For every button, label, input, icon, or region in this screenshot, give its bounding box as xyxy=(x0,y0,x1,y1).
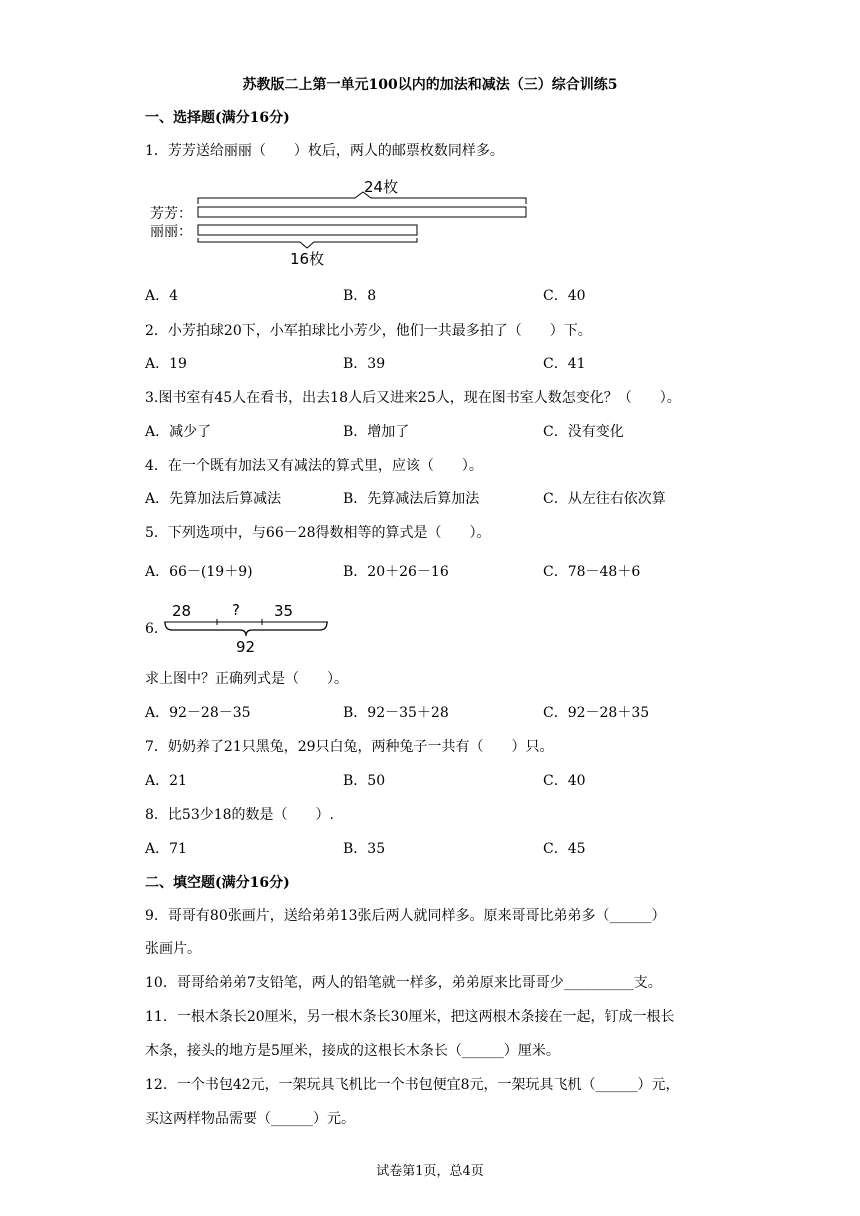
q5-option-b[interactable]: B．20＋26－16 xyxy=(343,564,449,580)
q2-option-b[interactable]: B．39 xyxy=(343,356,386,372)
q1-option-b[interactable]: B．8 xyxy=(343,288,377,304)
question-6: 求上图中？正确列式是（ ）。 xyxy=(145,671,348,687)
q7-option-c[interactable]: C．40 xyxy=(543,773,586,789)
question-10: 10．哥哥给弟弟7支铅笔，两人的铅笔就一样多，弟弟原来比哥哥少__________支。 xyxy=(145,975,662,991)
total-brace xyxy=(165,622,327,636)
q2-option-a[interactable]: A．19 xyxy=(145,356,187,372)
segment-label-a: 28 xyxy=(172,602,192,620)
q6-option-b[interactable]: B．92－35＋28 xyxy=(343,705,449,721)
question-9-line-1: 9．哥哥有80张画片，送给弟弟13张后两人就同样多。原来哥哥比弟弟多（______） xyxy=(145,908,666,924)
question-12-line-1: 12．一个书包42元，一架玩具飞机比一个书包便宜8元，一架玩具飞机（______）元， xyxy=(145,1077,680,1093)
page-footer: 试卷第1页，总4页 xyxy=(376,1164,484,1179)
bar-lili xyxy=(198,225,417,235)
q1-option-a[interactable]: A．4 xyxy=(145,288,179,304)
q8-option-c[interactable]: C．45 xyxy=(543,841,586,857)
stamp-bar-diagram xyxy=(150,172,540,272)
q3-option-b[interactable]: B．增加了 xyxy=(343,424,410,440)
segment-brace-diagram xyxy=(162,598,334,656)
section-heading-fill: 二、填空题(满分16分) xyxy=(145,875,290,891)
q8-option-b[interactable]: B．35 xyxy=(343,841,386,857)
q2-option-c[interactable]: C．41 xyxy=(543,356,586,372)
question-7: 7．奶奶养了21只黑兔，29只白兔，两种兔子一共有（ ）只。 xyxy=(145,739,554,755)
segment-label-c: 35 xyxy=(274,602,294,620)
q5-option-c[interactable]: C．78－48＋6 xyxy=(543,564,641,580)
question-5: 5．下列选项中，与66－28得数相等的算式是（ ）。 xyxy=(145,525,491,541)
total-label: 92 xyxy=(236,638,256,656)
q1-option-c[interactable]: C．40 xyxy=(543,288,586,304)
bottom-brace xyxy=(198,238,417,248)
bar-fangfang xyxy=(198,207,526,217)
diagram-bottom-label: 16枚 xyxy=(290,250,325,268)
q6-option-c[interactable]: C．92－28＋35 xyxy=(543,705,650,721)
question-4: 4．在一个既有加法又有减法的算式里，应该（ ）。 xyxy=(145,458,483,474)
question-9-line-2: 张画片。 xyxy=(145,941,201,957)
q3-option-a[interactable]: A．减少了 xyxy=(145,424,212,440)
question-11-line-2: 木条，接头的地方是5厘米，接成的这根长木条长（______）厘米。 xyxy=(145,1043,560,1059)
segment-label-unknown: ? xyxy=(232,601,240,619)
q4-option-c[interactable]: C．从左往右依次算 xyxy=(543,491,666,507)
q3-option-c[interactable]: C．没有变化 xyxy=(543,424,624,440)
question-12-line-2: 买这两样物品需要（______）元。 xyxy=(145,1111,355,1127)
page-title: 苏教版二上第一单元100以内的加法和减法（三）综合训练5 xyxy=(242,77,618,93)
q4-option-b[interactable]: B．先算减法后算加法 xyxy=(343,491,480,507)
row-label-fangfang: 芳芳： xyxy=(150,206,192,222)
q8-option-a[interactable]: A．71 xyxy=(145,841,187,857)
question-6-number: 6． xyxy=(145,621,168,637)
q7-option-a[interactable]: A．21 xyxy=(145,773,187,789)
diagram-top-label: 24枚 xyxy=(364,178,399,196)
q7-option-b[interactable]: B．50 xyxy=(343,773,386,789)
question-11-line-1: 11．一根木条长20厘米，另一根木条长30厘米，把这两根木条接在一起，钉成一根长 xyxy=(145,1009,675,1025)
q6-option-a[interactable]: A．92－28－35 xyxy=(145,705,251,721)
top-brace xyxy=(198,192,526,204)
question-3: 3.图书室有45人在看书，出去18人后又进来25人，现在图书室人数怎变化？（ ）。 xyxy=(145,390,681,406)
question-2: 2．小芳拍球20下，小军拍球比小芳少，他们一共最多拍了（ ）下。 xyxy=(145,323,592,339)
question-8: 8．比53少18的数是（ ）. xyxy=(145,807,334,823)
section-heading-choice: 一、选择题(满分16分) xyxy=(145,110,290,126)
question-1: 1．芳芳送给丽丽（ ）枚后，两人的邮票枚数同样多。 xyxy=(145,143,504,159)
q4-option-a[interactable]: A．先算加法后算减法 xyxy=(145,491,282,507)
row-label-lili: 丽丽： xyxy=(150,224,192,240)
q5-option-a[interactable]: A．66－(19＋9) xyxy=(145,564,253,580)
